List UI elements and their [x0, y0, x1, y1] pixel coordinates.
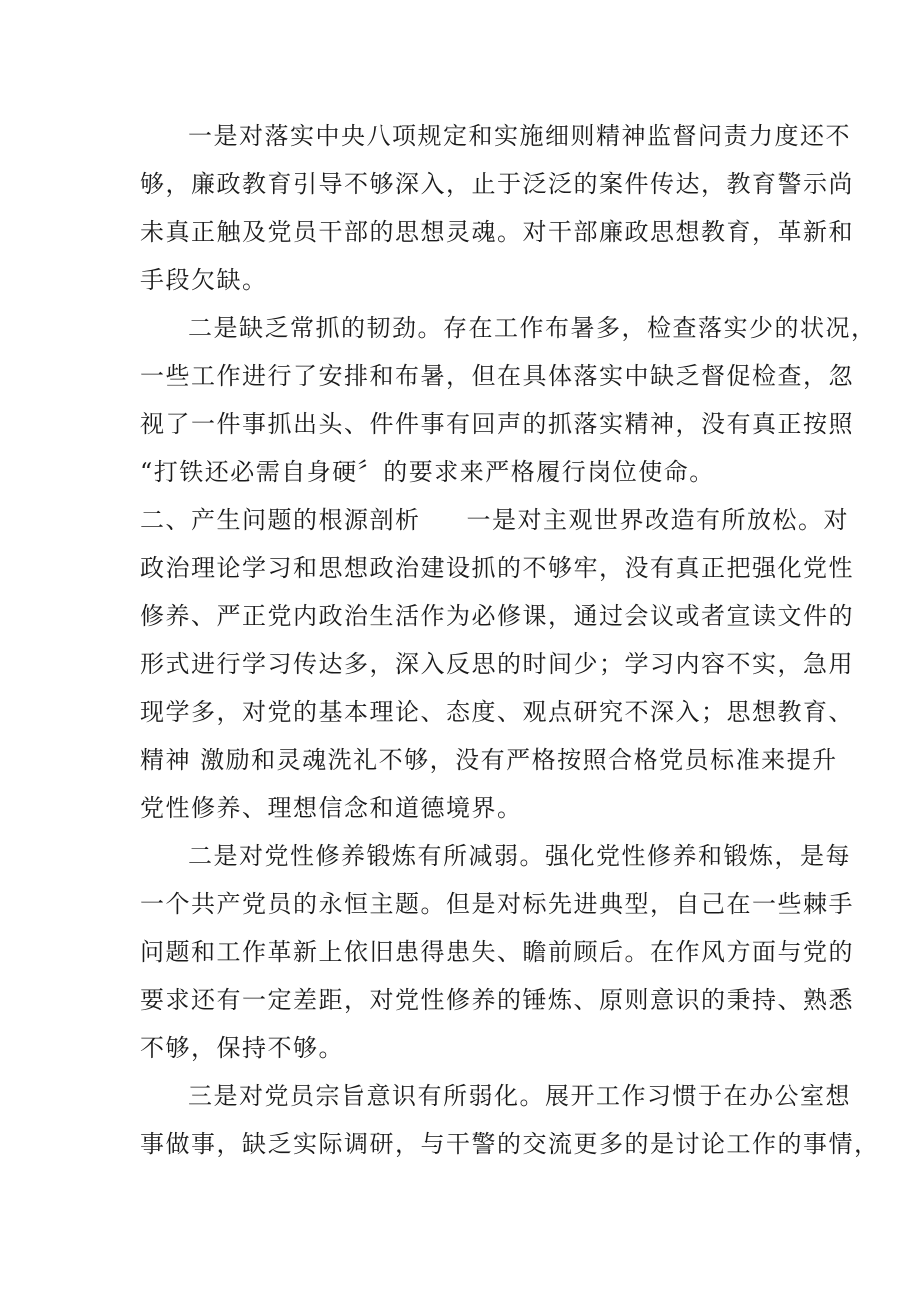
paragraph-1-line-3: 未真正触及党员干部的思想灵魂。对干部廉政思想教育，革新和: [140, 218, 854, 246]
paragraph-4-line-1: 二是对党性修养锻炼有所减弱。强化党性修养和锻炼，是每: [188, 842, 851, 870]
paragraph-3-line-1: 一是对主观世界改造有所放松。对: [466, 506, 849, 534]
paragraph-1-line-4: 手段欠缺。: [140, 266, 268, 294]
paragraph-4-line-5: 不够，保持不够。: [140, 1034, 344, 1062]
paragraph-4-line-3: 问题和工作革新上依旧患得患失、瞻前顾后。在作风方面与党的: [140, 938, 854, 966]
paragraph-2-line-4: “打铁还必需自身硬〞的要求来严格履行岗位使命。: [140, 458, 715, 486]
section-heading: 二、产生问题的根源剖析: [140, 506, 421, 534]
paragraph-2-line-2: 一些工作进行了安排和布暑，但在具体落实中缺乏督促检查，忽: [140, 362, 854, 390]
paragraph-1-line-1: 一是对落实中央八项规定和实施细则精神监督问责力度还不: [188, 122, 851, 150]
paragraph-5-line-2: 事做事，缺乏实际调研，与干警的交流更多的是讨论工作的事情，: [140, 1130, 880, 1158]
paragraph-3-line-5: 现学多，对党的基本理论、态度、观点研究不深入；思想教育、: [140, 698, 854, 726]
paragraph-2-line-1: 二是缺乏常抓的韧劲。存在工作布暑多，检查落实少的状况，: [188, 314, 877, 342]
paragraph-3-line-2: 政治理论学习和思想政治建设抓的不够牢，没有真正把强化党性: [140, 554, 854, 582]
paragraph-3-line-3: 修养、严正党内政治生活作为必修课，通过会议或者宣读文件的: [140, 602, 854, 630]
paragraph-1-line-2: 够，廉政教育引导不够深入，止于泛泛的案件传达，教育警示尚: [140, 170, 854, 198]
section-heading-line: [140, 505, 849, 535]
paragraph-3-line-6: 精神 激励和灵魂洗礼不够，没有严格按照合格党员标准来提升: [140, 746, 838, 774]
paragraph-5-line-1: 三是对党员宗旨意识有所弱化。展开工作习惯于在办公室想: [188, 1082, 851, 1110]
paragraph-4-line-2: 一个共产党员的永恒主题。但是对标先进典型，自己在一些棘手: [140, 890, 854, 918]
paragraph-3-line-4: 形式进行学习传达多，深入反思的时间少；学习内容不实，急用: [140, 650, 854, 678]
paragraph-4-line-4: 要求还有一定差距，对党性修养的锤炼、原则意识的秉持、熟悉: [140, 986, 854, 1014]
paragraph-2-line-3: 视了一件事抓出头、件件事有回声的抓落实精神，没有真正按照: [140, 410, 854, 438]
paragraph-3-line-7: 党性修养、理想信念和道德境界。: [140, 794, 523, 822]
